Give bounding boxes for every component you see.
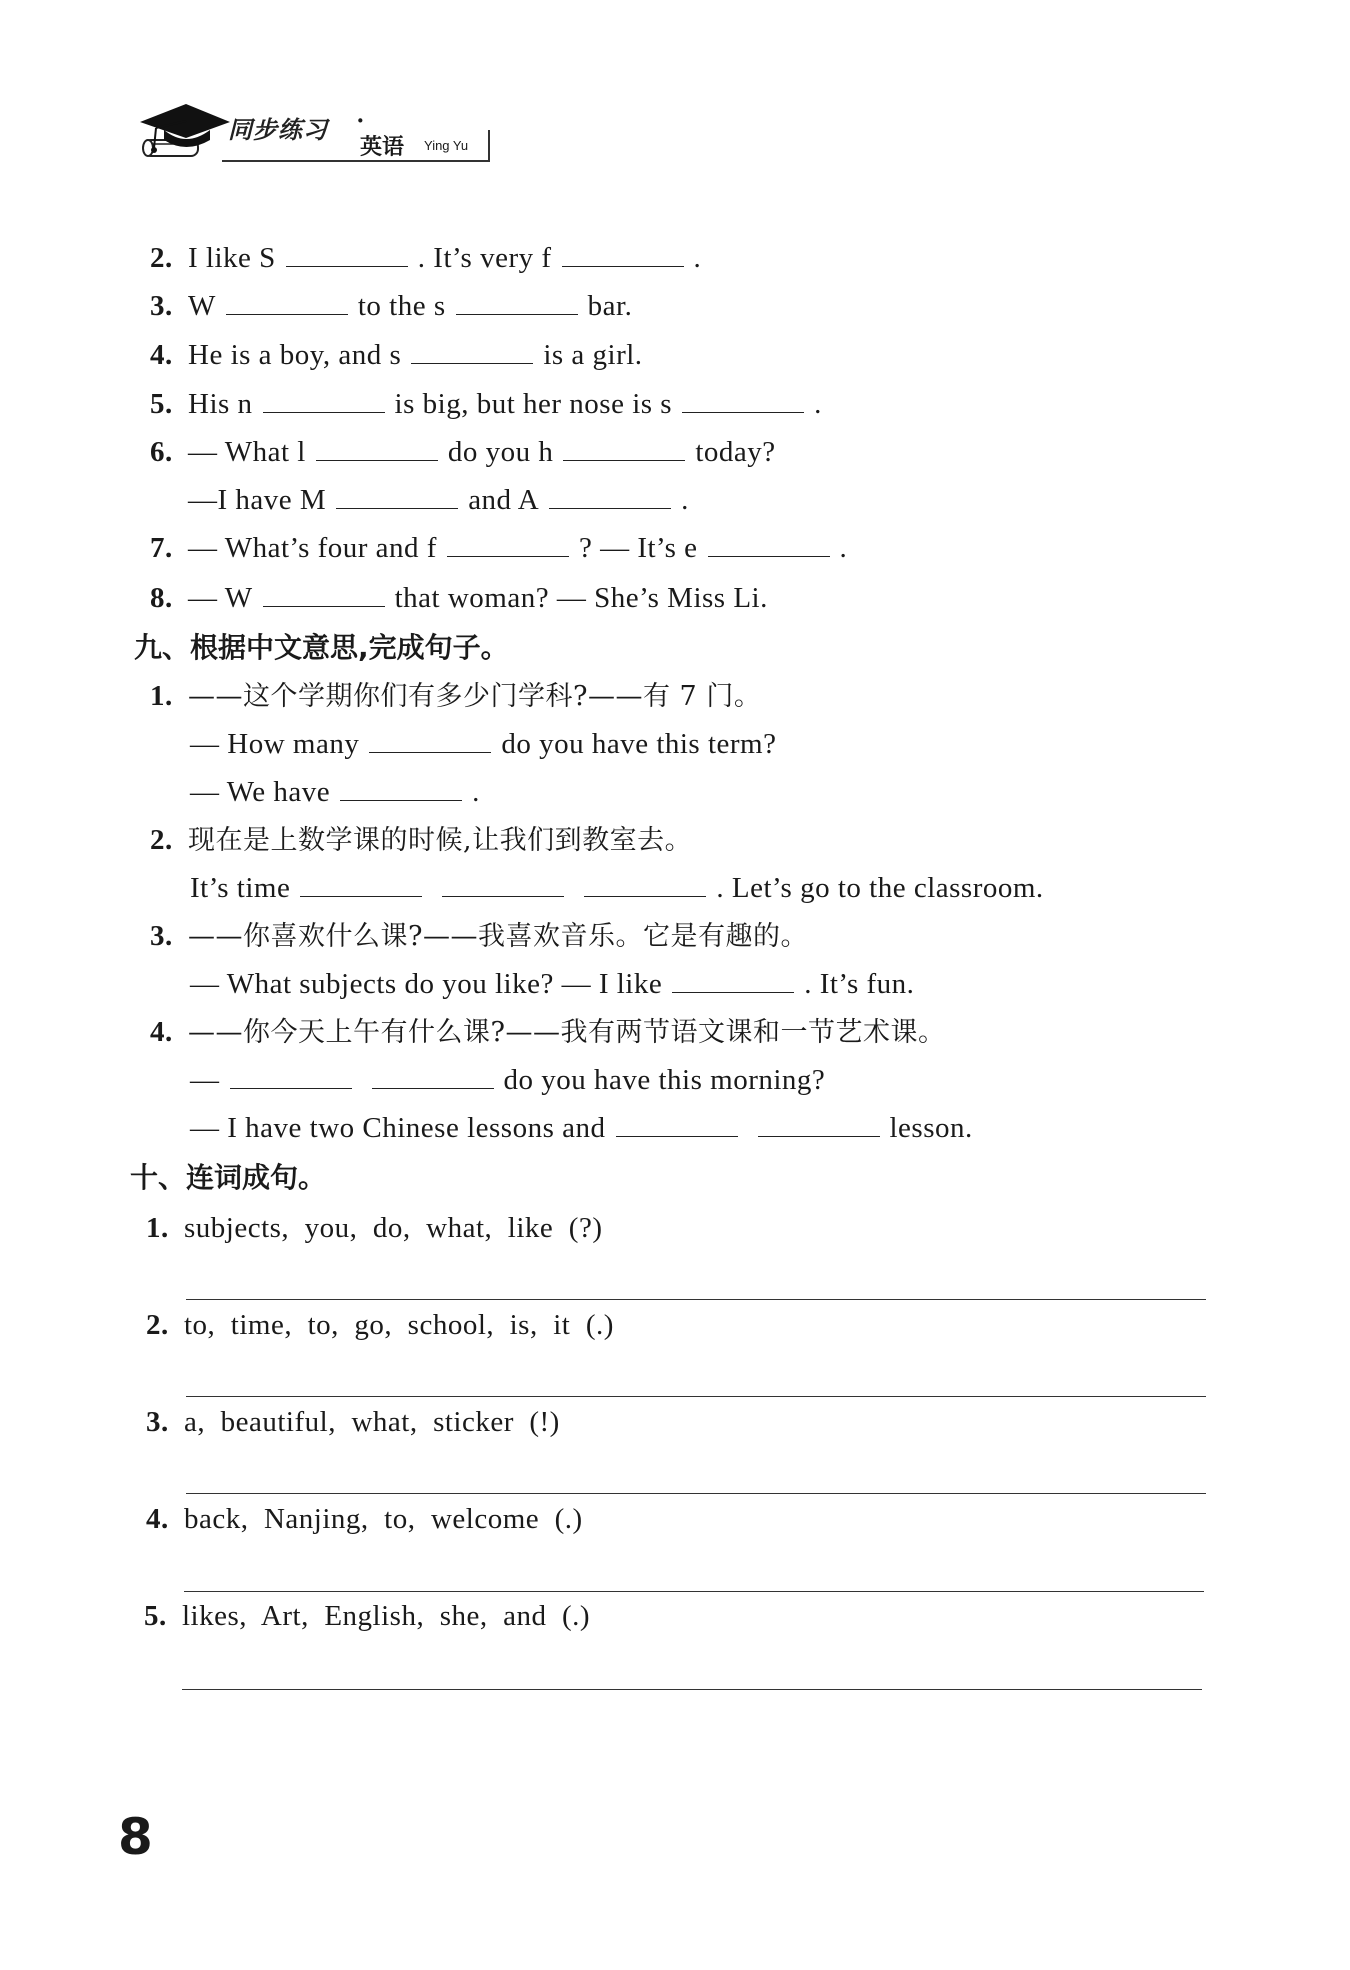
answer-blank[interactable] [263, 582, 385, 607]
question-text: today? [695, 436, 776, 468]
question-9-3 [150, 918, 808, 955]
header-rule [222, 160, 490, 162]
question-text: do you have this morning? [503, 1064, 826, 1096]
answer-blank[interactable] [316, 436, 438, 461]
question-number: 3. [146, 1406, 169, 1438]
answer-blank[interactable] [286, 242, 408, 267]
question-8-8 [150, 580, 768, 616]
subject-pinyin: Ying Yu [424, 138, 469, 153]
graduation-cap-icon [138, 96, 234, 166]
question-text: and A [468, 484, 540, 516]
question-text: — [190, 1064, 220, 1096]
question-number: 2. [150, 242, 173, 274]
answer-blank[interactable] [226, 290, 348, 315]
question-number: 6. [150, 436, 173, 468]
question-9-1 [150, 678, 761, 715]
question-9-2 [150, 822, 692, 859]
question-8-4 [150, 337, 643, 373]
word-list: subjects, you, do, what, like (?) [184, 1212, 603, 1244]
word-list: likes, Art, English, she, and (.) [182, 1600, 591, 1632]
question-text: . [814, 388, 822, 420]
question-text: bar. [587, 290, 633, 322]
answer-line[interactable] [186, 1299, 1206, 1300]
answer-blank[interactable] [442, 872, 564, 897]
section-heading-10: 十、连词成句。 [130, 1161, 327, 1194]
question-text: W [188, 290, 216, 322]
answer-blank[interactable] [584, 872, 706, 897]
question-text: . [472, 776, 480, 808]
question-number: 5. [144, 1600, 167, 1632]
reorder-item [146, 1404, 560, 1440]
answer-blank[interactable] [340, 776, 462, 801]
word-list: a, beautiful, what, sticker (!) [184, 1406, 560, 1438]
question-number: 4. [150, 339, 173, 371]
question-8-6-answer [188, 482, 689, 518]
subject-label: 英语 [360, 135, 405, 160]
title-dot: · [356, 106, 365, 135]
question-text: —I have M [188, 484, 327, 516]
question-number: 1. [150, 680, 173, 712]
question-9-1-line-1 [190, 726, 777, 762]
answer-line[interactable] [186, 1493, 1206, 1494]
page-number: 8 [118, 1808, 153, 1866]
series-title: 同步练习 [228, 116, 328, 144]
reorder-item [146, 1307, 614, 1343]
question-8-5 [150, 386, 822, 422]
question-9-4 [150, 1014, 945, 1051]
question-number: 3. [150, 920, 173, 952]
word-list: to, time, to, go, school, is, it (.) [184, 1309, 614, 1341]
reorder-item [146, 1501, 583, 1537]
answer-line[interactable] [186, 1396, 1206, 1397]
question-text: ? — It’s e [578, 532, 698, 564]
question-text: — What subjects do you like? — I like [190, 968, 663, 1000]
question-number: 5. [150, 388, 173, 420]
question-text: is big, but her nose is s [394, 388, 673, 420]
answer-line[interactable] [182, 1689, 1202, 1690]
answer-blank[interactable] [372, 1064, 494, 1089]
chinese-prompt: ——你喜欢什么课?——我喜欢音乐。它是有趣的。 [188, 921, 808, 952]
question-number: 3. [150, 290, 173, 322]
question-8-3 [150, 288, 632, 324]
question-9-1-line-2 [190, 774, 480, 810]
answer-blank[interactable] [411, 339, 533, 364]
question-text: — We have [190, 776, 331, 808]
question-8-2 [150, 240, 701, 276]
question-text: . Let’s go to the classroom. [716, 872, 1044, 904]
answer-line[interactable] [184, 1591, 1204, 1592]
question-number: 4. [150, 1016, 173, 1048]
question-number: 8. [150, 582, 173, 614]
question-text: . It’s fun. [804, 968, 915, 1000]
question-text: lesson. [889, 1112, 973, 1144]
reorder-item [146, 1210, 602, 1246]
answer-blank[interactable] [447, 532, 569, 557]
answer-blank[interactable] [230, 1064, 352, 1089]
answer-blank[interactable] [263, 388, 385, 413]
question-text: His n [188, 388, 253, 420]
question-text: It’s time [190, 872, 291, 904]
question-text: do you h [447, 436, 554, 468]
question-text: . It’s very f [417, 242, 552, 274]
question-9-4-line-2 [190, 1110, 973, 1146]
question-text: that woman? — She’s Miss Li. [394, 582, 768, 614]
question-number: 4. [146, 1503, 169, 1535]
question-text: He is a boy, and s [188, 339, 402, 371]
header-vertical-rule [488, 130, 490, 162]
question-text: — W [188, 582, 253, 614]
question-text: . [681, 484, 689, 516]
question-number: 7. [150, 532, 173, 564]
question-9-2-line [190, 870, 1044, 906]
section-heading-9: 九、根据中文意思,完成句子。 [134, 631, 509, 664]
answer-blank[interactable] [300, 872, 422, 897]
answer-blank[interactable] [563, 436, 685, 461]
question-text: to the s [357, 290, 446, 322]
reorder-item [144, 1598, 590, 1634]
question-8-7 [150, 530, 847, 566]
question-text: — What’s four and f [188, 532, 437, 564]
chinese-prompt: ——你今天上午有什么课?——我有两节语文课和一节艺术课。 [188, 1017, 946, 1048]
answer-blank[interactable] [672, 968, 794, 993]
answer-blank[interactable] [616, 1112, 738, 1137]
word-list: back, Nanjing, to, welcome (.) [184, 1503, 583, 1535]
question-text: — I have two Chinese lessons and [190, 1112, 606, 1144]
answer-blank[interactable] [562, 242, 684, 267]
answer-blank[interactable] [336, 484, 458, 509]
question-text: is a girl. [543, 339, 643, 371]
question-text: . [839, 532, 848, 564]
question-9-3-line [190, 966, 914, 1002]
question-number: 2. [146, 1309, 169, 1341]
question-text: — What l [188, 436, 306, 468]
answer-blank[interactable] [456, 290, 578, 315]
question-number: 1. [146, 1212, 169, 1244]
question-8-6 [150, 434, 776, 470]
answer-blank[interactable] [682, 388, 804, 413]
question-9-4-line-1 [190, 1062, 825, 1098]
question-text: — How many [190, 728, 360, 760]
answer-blank[interactable] [708, 532, 830, 557]
book-header [138, 96, 490, 166]
question-text: I like S [188, 242, 276, 274]
answer-blank[interactable] [369, 728, 491, 753]
question-number: 2. [150, 824, 173, 856]
question-text: do you have this term? [501, 728, 777, 760]
question-text: . [693, 242, 702, 274]
chinese-prompt: ——这个学期你们有多少门学科?——有 7 门。 [188, 681, 762, 712]
answer-blank[interactable] [758, 1112, 880, 1137]
answer-blank[interactable] [549, 484, 671, 509]
chinese-prompt: 现在是上数学课的时候,让我们到教室去。 [188, 825, 693, 856]
